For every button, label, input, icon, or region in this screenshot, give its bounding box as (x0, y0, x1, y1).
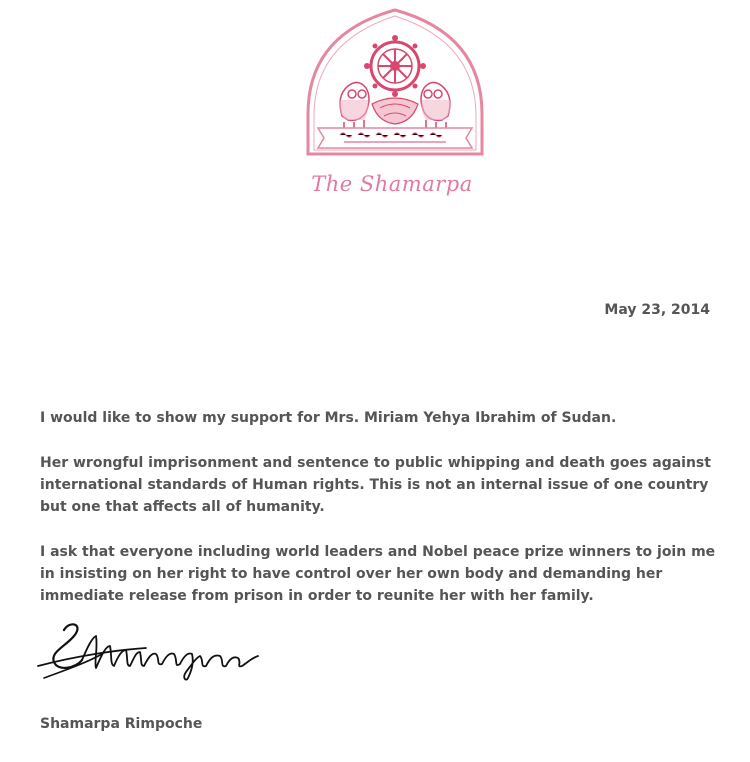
signature-icon (36, 616, 266, 696)
signer-name: Shamarpa Rimpoche (40, 716, 203, 732)
body-paragraph-2: Her wrongful imprisonment and sentence to public whipping and death goes against international standards of Human rights. This is not an internal issue of one country but one that affects all of humanity. (40, 455, 711, 515)
letterhead-name: The Shamarpa (311, 172, 473, 196)
body-paragraph-1: I would like to show my support for Mrs. Miriam Yehya Ibrahim of Sudan. (40, 410, 617, 426)
body-paragraph-3: I ask that everyone including world leaders and Nobel peace prize winners to join me in insisting on her right to have control over her own body and demanding her immediate release from prison in order to reunite her with her family. (40, 544, 716, 604)
letter-date: May 23, 2014 (604, 302, 710, 318)
dharma-wheel-emblem-icon (300, 4, 490, 170)
